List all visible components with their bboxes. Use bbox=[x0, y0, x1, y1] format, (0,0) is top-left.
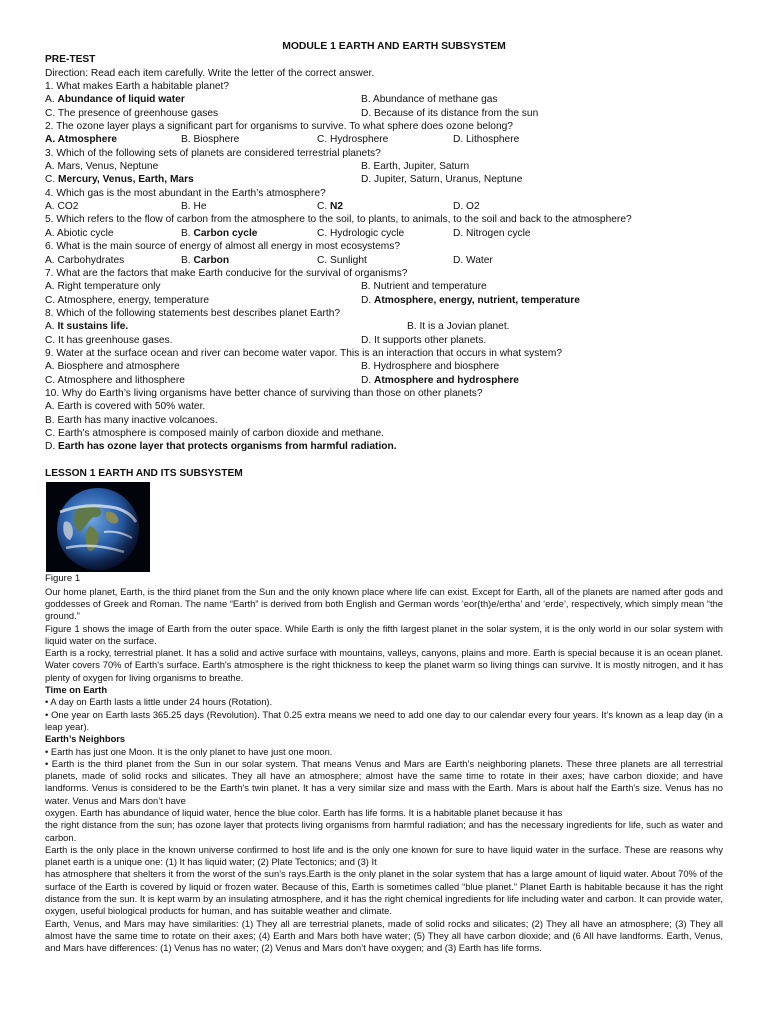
choice-letter: C. Sunlight bbox=[317, 254, 367, 266]
body-paragraph: Our home planet, Earth, is the third planet from the Sun and the only known place where life can exist. Except for Earth, all of the planets are named after gods and goddesses of Greek and Roman. The name “Earth” is derived from both English and German words ‘eor(th)e/ertha’ and ‘erde’, respectively, which simply mean “the ground.” bbox=[45, 586, 723, 622]
choice-letter: C. Hydrologic cycle bbox=[317, 227, 405, 239]
choice-letter: A. Carbohydrates bbox=[45, 254, 125, 266]
choice-letter: C. Atmosphere and lithosphere bbox=[45, 374, 185, 386]
body-paragraph: • A day on Earth lasts a little under 24 hours (Rotation). bbox=[45, 697, 273, 708]
answer-choice bbox=[317, 133, 453, 146]
choice-letter: A. Earth is covered with 50% water. bbox=[45, 401, 206, 413]
choice-row bbox=[45, 200, 723, 213]
choice-letter: B. Biosphere bbox=[181, 134, 240, 146]
correct-answer: Earth has ozone layer that protects organisms from harmful radiation. bbox=[58, 441, 397, 453]
question-text: 10. Why do Earth’s living organisms have better chance of surviving than those on other planets? bbox=[45, 387, 483, 399]
choice-letter: A. CO2 bbox=[45, 201, 79, 213]
answer-choice bbox=[453, 133, 519, 146]
choice-row bbox=[45, 254, 723, 267]
figure-caption: Figure 1 bbox=[45, 573, 81, 585]
correct-answer: Carbon cycle bbox=[193, 227, 258, 239]
choice-letter: C. Earth’s atmosphere is composed mainly of carbon dioxide and methane. bbox=[45, 427, 385, 439]
answer-choice bbox=[361, 360, 499, 373]
choice-letter: B. Abundance of methane gas bbox=[361, 94, 498, 106]
section-heading: Earth’s Neighbors bbox=[45, 734, 126, 745]
choice-letter: C. Atmosphere, energy, temperature bbox=[45, 294, 210, 306]
question-text: 8. Which of the following statements best describes planet Earth? bbox=[45, 307, 341, 319]
answer-choice bbox=[361, 173, 522, 186]
answer-choice bbox=[45, 133, 181, 146]
correct-answer: Carbon bbox=[193, 254, 230, 266]
answer-choice bbox=[45, 200, 181, 213]
choice-row bbox=[45, 93, 723, 106]
choice-letter: B. bbox=[181, 227, 194, 239]
choice-row bbox=[45, 107, 723, 120]
choice-letter: D. bbox=[361, 294, 375, 306]
answer-choice bbox=[45, 334, 361, 347]
answer-choice bbox=[181, 133, 317, 146]
body-paragraph: Earth is the only place in the known universe confirmed to host life and is the only one known for sure to have liquid water in the surface. These are reasons why planet earth is a unique one: (1) It has liquid water; (2) Plate Tectonics; and (3) It bbox=[45, 844, 723, 868]
choice-row bbox=[45, 227, 723, 240]
lesson-title: LESSON 1 EARTH AND ITS SUBSYSTEM bbox=[45, 468, 243, 479]
answer-choice bbox=[181, 254, 317, 267]
choice-letter: D. O2 bbox=[453, 201, 480, 213]
answer-choice bbox=[45, 227, 181, 240]
question-text: 3. Which of the following sets of planets are considered terrestrial planets? bbox=[45, 147, 381, 159]
correct-answer: Atmosphere and hydrosphere bbox=[374, 374, 519, 386]
body-paragraph: Earth is a rocky, terrestrial planet. It has a solid and active surface with mountains, valleys, canyons, plains and more. Earth is special because it is an ocean planet. Water covers 70% of Earth's surface. Earth's atmosphere is the right thickness to keep the planet warm so living things can survive. It is mostly nitrogen, and it has plenty of oxygen for living organisms to breathe. bbox=[45, 648, 723, 683]
question-text: 5. Which refers to the flow of carbon from the atmosphere to the soil, to plants, to animals, to the soil and back to the atmosphere? bbox=[45, 214, 632, 226]
choice-letter: C. Hydrosphere bbox=[317, 134, 389, 146]
choice-letter: D. Because of its distance from the sun bbox=[361, 107, 539, 119]
pretest-direction: Direction: Read each item carefully. Write the letter of the correct answer. bbox=[45, 67, 375, 79]
choice-row bbox=[45, 280, 723, 293]
answer-choice bbox=[45, 280, 361, 293]
choice-letter: A. Abiotic cycle bbox=[45, 227, 114, 239]
choice-row bbox=[45, 294, 723, 307]
answer-choice bbox=[361, 334, 486, 347]
choice-row bbox=[45, 440, 723, 453]
answer-choice bbox=[181, 200, 317, 213]
answer-choice bbox=[361, 374, 519, 387]
choice-letter: B. Nutrient and temperature bbox=[361, 281, 487, 293]
answer-choice bbox=[45, 173, 361, 186]
lesson-body bbox=[45, 586, 723, 955]
body-paragraph: • One year on Earth lasts 365.25 days (Revolution). That 0.25 extra means we need to add one day to our calendar every four years. It’s known as a leap day (in a leap year). bbox=[45, 709, 723, 732]
answer-choice bbox=[453, 254, 493, 267]
correct-answer: It sustains life. bbox=[57, 321, 129, 333]
answer-choice bbox=[45, 360, 361, 373]
choice-row bbox=[45, 334, 723, 347]
answer-choice bbox=[45, 414, 218, 427]
question-text: 4. Which gas is the most abundant in the Earth’s atmosphere? bbox=[45, 187, 326, 199]
choice-letter: A. bbox=[45, 321, 58, 333]
choice-letter: B. Hydrosphere and biosphere bbox=[361, 361, 500, 373]
choice-letter: A. Biosphere and atmosphere bbox=[45, 361, 180, 373]
section-heading: Time on Earth bbox=[45, 685, 108, 696]
answer-choice bbox=[361, 280, 487, 293]
body-paragraph: the right distance from the sun; has ozone layer that protects living organisms from harmful radiation; and has the necessary ingredients for life, such as water and carbon. bbox=[45, 820, 723, 843]
choice-letter: B. Earth has many inactive volcanoes. bbox=[45, 414, 218, 426]
choice-row bbox=[45, 160, 723, 173]
answer-choice bbox=[361, 160, 469, 173]
choice-letter: B. Earth, Jupiter, Saturn bbox=[361, 161, 470, 173]
answer-choice bbox=[45, 440, 397, 453]
answer-choice bbox=[361, 107, 538, 120]
choice-letter: C. The presence of greenhouse gases bbox=[45, 107, 219, 119]
question-text: 7. What are the factors that make Earth conducive for the survival of organisms? bbox=[45, 267, 408, 279]
correct-answer: Abundance of liquid water bbox=[57, 94, 185, 106]
choice-letter: D. bbox=[361, 374, 375, 386]
answer-choice bbox=[45, 93, 361, 106]
body-paragraph: Figure 1 shows the image of Earth from the outer space. While Earth is only the fifth largest planet in the solar system, it is the only world in our solar system with liquid water on the surface. bbox=[45, 623, 723, 646]
answer-choice bbox=[45, 294, 361, 307]
answer-choice bbox=[407, 320, 510, 333]
answer-choice bbox=[45, 400, 205, 413]
correct-answer: A. Atmosphere bbox=[45, 134, 118, 146]
choice-letter: C. bbox=[317, 201, 331, 213]
choice-letter: A. Right temperature only bbox=[45, 281, 161, 293]
answer-choice bbox=[181, 227, 317, 240]
body-paragraph: oxygen. Earth has abundance of liquid water, hence the blue color. Earth has life forms. It is a habitable planet because it has bbox=[45, 807, 563, 818]
module-title: MODULE 1 EARTH AND EARTH SUBSYSTEM bbox=[282, 41, 506, 52]
choice-row bbox=[45, 173, 723, 186]
choice-row bbox=[45, 133, 723, 146]
choice-letter: D. It supports other planets. bbox=[361, 334, 487, 346]
answer-choice bbox=[317, 254, 453, 267]
answer-choice bbox=[361, 294, 580, 307]
choice-letter: C. bbox=[45, 174, 59, 186]
question-text: 9. Water at the surface ocean and river can become water vapor. This is an interaction that occurs in what system? bbox=[45, 347, 562, 359]
correct-answer: Atmosphere, energy, nutrient, temperature bbox=[374, 294, 580, 306]
answer-choice bbox=[45, 320, 407, 333]
choice-row bbox=[45, 427, 723, 440]
answer-choice bbox=[45, 427, 384, 440]
choice-letter: B. bbox=[181, 254, 194, 266]
question-list bbox=[45, 80, 723, 454]
body-paragraph: • Earth is the third planet from the Sun in our solar system. That means Venus and Mars are Earth’s neighboring planets. These three planets are all terrestrial planets, made of solid rocks and silicates. They all have an atmosphere; almost have the same time to rotate in their axes; have carbon dioxide; and have landforms. Venus is considered to be the Earth's twin planet. It has a very similar size and mass with the Earth. Mars is about half the Earth's size. Venus has no water. Venus and Mars don’t have bbox=[45, 758, 723, 806]
body-paragraph: Earth, Venus, and Mars may have similarities: (1) They all are terrestrial planets, made of solid rocks and silicates; (2) They all have an atmosphere; (3) They all almost have the same time to rotate on their axes; (4) Earth and Mars both have water; (5) They all have carbon dioxide; and (6 All have landforms. Earth, Venus, and Mars have differences: (1) Venus has no water; (2) Venus and Mars don’t have oxygen; and (3) Earth has life forms. bbox=[45, 918, 723, 954]
choice-letter: D. bbox=[45, 441, 59, 453]
question-text: 2. The ozone layer plays a significant part for organisms to survive. To what sphere does ozone belong? bbox=[45, 121, 513, 133]
choice-letter: B. It is a Jovian planet. bbox=[407, 321, 510, 333]
answer-choice bbox=[317, 227, 453, 240]
body-paragraph: has atmosphere that shelters it from the worst of the sun’s rays.Earth is the only planet in the solar system that has a large amount of liquid water. About 70% of the surface of the Earth is covered by liquid or frozen water. Because of this, Earth is sometimes called “blue planet.” Planet Earth is habitable because it has the right distance from the sun. It is kept warm by an insulating atmosphere, and it has the right chemical ingredients for life including water and carbon. It can provide water, oxygen, useful biological products for human, and has suitable weather and climate. bbox=[45, 869, 723, 917]
answer-choice bbox=[45, 374, 361, 387]
answer-choice bbox=[45, 107, 361, 120]
choice-row bbox=[45, 400, 723, 413]
answer-choice bbox=[453, 200, 480, 213]
answer-choice bbox=[453, 227, 531, 240]
choice-letter: D. Jupiter, Saturn, Uranus, Neptune bbox=[361, 174, 523, 186]
choice-letter: D. Water bbox=[453, 254, 493, 266]
correct-answer: Mercury, Venus, Earth, Mars bbox=[58, 174, 194, 186]
answer-choice bbox=[45, 254, 181, 267]
choice-letter: A. bbox=[45, 94, 58, 106]
question-text: 6. What is the main source of energy of almost all energy in most ecosystems? bbox=[45, 241, 401, 253]
pretest-heading: PRE-TEST bbox=[45, 54, 96, 66]
choice-row bbox=[45, 360, 723, 373]
answer-choice bbox=[45, 160, 361, 173]
choice-row bbox=[45, 414, 723, 427]
choice-letter: D. Nitrogen cycle bbox=[453, 227, 531, 239]
question-text: 1. What makes Earth a habitable planet? bbox=[45, 81, 230, 93]
choice-letter: A. Mars, Venus, Neptune bbox=[45, 161, 159, 173]
answer-choice bbox=[317, 200, 453, 213]
choice-letter: B. He bbox=[181, 201, 207, 213]
earth-image bbox=[46, 482, 150, 572]
choice-letter: C. It has greenhouse gases. bbox=[45, 334, 173, 346]
choice-letter: D. Lithosphere bbox=[453, 134, 520, 146]
body-paragraph: • Earth has just one Moon. It is the only planet to have just one moon. bbox=[45, 746, 333, 757]
document-page bbox=[45, 40, 723, 955]
answer-choice bbox=[361, 93, 498, 106]
correct-answer: N2 bbox=[330, 201, 344, 213]
choice-row bbox=[45, 320, 723, 333]
choice-row bbox=[45, 374, 723, 387]
